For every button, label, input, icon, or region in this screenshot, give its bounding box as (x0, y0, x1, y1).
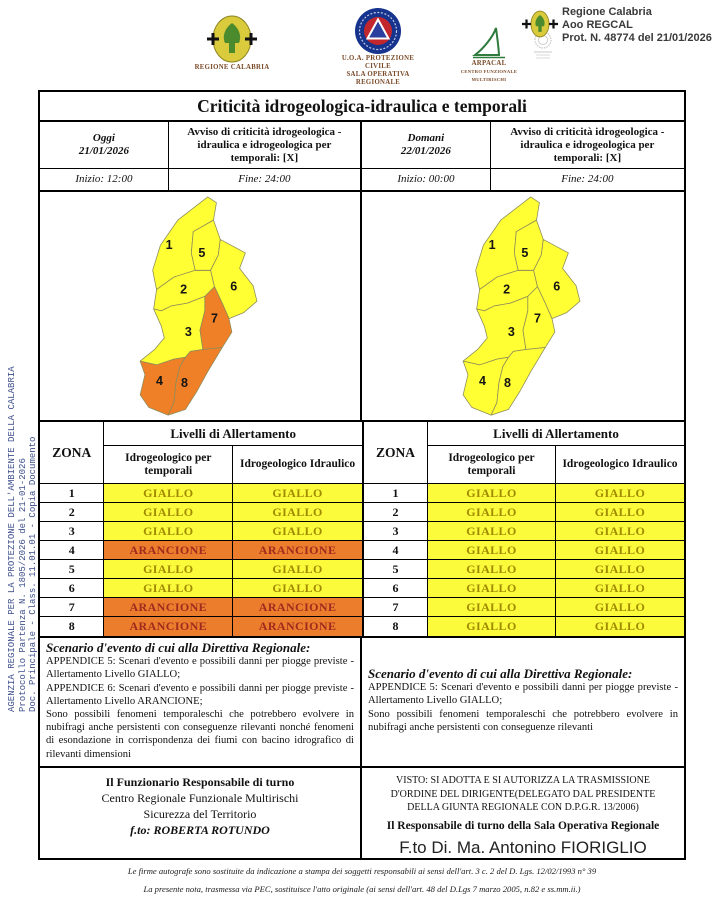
protocol-line3: Prot. N. 48774 del 21/01/2026 (562, 32, 712, 44)
arpacal-logo-icon (472, 26, 506, 60)
today-date: 21/01/2026 (78, 145, 129, 157)
map-zone-6-label: 6 (230, 279, 238, 294)
level-cell: GIALLO (556, 522, 684, 541)
map-zone-5-label: 5 (521, 245, 529, 260)
today-date-cell (40, 122, 169, 168)
map-zone-3-label: 3 (184, 324, 192, 339)
maps-row (40, 192, 684, 422)
today-avviso-cell: Avviso di criticità idrogeologica - idraulica e idrogeologica per temporali: [X] (169, 122, 362, 168)
protocol-line2: Aoo REGCAL (562, 19, 633, 31)
date-header-row (40, 122, 684, 169)
level-cell: GIALLO (556, 598, 684, 617)
tomorrow-fine: Fine: 24:00 (561, 173, 614, 185)
bulletin-table (38, 90, 686, 860)
today-label: Oggi (92, 132, 115, 144)
alert-levels-row (40, 422, 684, 638)
zone-number-cell: 5 (364, 560, 428, 579)
col-idraulico-header: Idrogeologico Idraulico (233, 446, 362, 484)
col-temporali-header: Idrogeologico per temporali (104, 446, 233, 484)
level-cell: GIALLO (556, 541, 684, 560)
level-cell: GIALLO (556, 560, 684, 579)
signature-name: f.to: ROBERTA ROTUNDO (130, 823, 270, 837)
zone-number-cell: 7 (40, 598, 104, 617)
level-cell: GIALLO (104, 503, 233, 522)
level-cell: ARANCIONE (104, 617, 233, 636)
level-cell: ARANCIONE (104, 598, 233, 617)
visto-text: VISTO: SI ADOTTA E SI AUTORIZZA LA TRASMISSIONE D'ORDINE DEL DIRIGENTE(DELEGATO DAL PRESIDENTE DELLA GIUNTA REGIONALE CON D.P.G.R. 13/2006) (390, 775, 656, 813)
map-zone-7-label: 7 (533, 311, 541, 326)
level-cell: GIALLO (104, 579, 233, 598)
col-idraulico-header: Idrogeologico Idraulico (556, 446, 684, 484)
map-zone-8-label: 8 (181, 376, 189, 391)
level-cell: GIALLO (428, 541, 556, 560)
map-zone-1-label: 1 (165, 238, 173, 253)
tomorrow-inizio: Inizio: 00:00 (362, 169, 491, 190)
level-cell: GIALLO (428, 522, 556, 541)
level-cell: GIALLO (556, 484, 684, 503)
tomorrow-levels-table (362, 422, 684, 636)
calabria-map-tomorrow (460, 195, 586, 419)
arpacal-logo-block (450, 26, 528, 84)
tomorrow-label: Domani (407, 132, 445, 144)
level-cell: GIALLO (233, 560, 362, 579)
level-cell: ARANCIONE (233, 617, 362, 636)
zona-header: ZONA (364, 422, 428, 484)
signature-role-title: Il Funzionario Responsabile di turno (105, 775, 295, 789)
protocol-block (562, 6, 712, 45)
protezione-civile-caption-1: U.O.A. PROTEZIONE CIVILE (341, 55, 415, 70)
protezione-civile-caption-2: SALA OPERATIVA REGIONALE (346, 71, 410, 86)
zone-number-cell: 1 (40, 484, 104, 503)
today-levels-table (40, 422, 362, 636)
scenario-paragraph: APPENDICE 5: Scenari d'evento e possibili danni per piogge previste - Allertamento Livello GIALLO; (46, 656, 354, 681)
map-zone-8-label: 8 (504, 376, 512, 391)
side-protocol-line2: Protocollo Partenza N. 1805/2026 del 21-01-2026 (17, 458, 28, 712)
level-cell: GIALLO (556, 503, 684, 522)
level-cell: GIALLO (556, 579, 684, 598)
livelli-header: Livelli di Allertamento (428, 422, 684, 446)
scenario-paragraph: Sono possibili fenomeni temporaleschi che potrebbero evolvere in nubifragi anche persistenti con conseguenze rilevanti nonché fenomeni di esondazione in corrispondenza dei fiumi con bacino idrografico di rilevanti dimensioni (46, 709, 354, 760)
today-scenario-cell (40, 638, 362, 766)
protezione-civile-logo-block (330, 7, 426, 87)
level-cell: ARANCIONE (233, 598, 362, 617)
zone-number-cell: 4 (364, 541, 428, 560)
map-zone-4-label: 4 (155, 374, 163, 389)
level-cell: GIALLO (428, 617, 556, 636)
signatures-row (40, 768, 684, 858)
footnote-line-1: Le firme autografe sono sostituite da indicazione a stampa dei soggetti responsabili ai sensi dell'art. 3 c. 2 del D. Lgs. 12/02/1993 n° 39 (127, 866, 597, 876)
today-inizio: Inizio: 12:00 (40, 169, 169, 190)
map-zone-2-label: 2 (180, 282, 188, 297)
regione-calabria-caption: REGIONE CALABRIA (194, 64, 270, 71)
zona-header: ZONA (40, 422, 104, 484)
scenario-heading: Scenario d'evento di cui alla Direttiva Regionale: (46, 640, 311, 655)
times-row (40, 169, 684, 192)
regione-calabria-logo-block (186, 14, 278, 72)
tomorrow-date-cell (362, 122, 491, 168)
arpacal-caption: ARPACAL (471, 60, 507, 67)
tomorrow-date: 22/01/2026 (400, 145, 451, 157)
zone-number-cell: 2 (364, 503, 428, 522)
level-cell: GIALLO (428, 503, 556, 522)
scenario-heading: Scenario d'evento di cui alla Direttiva Regionale: (368, 666, 633, 681)
regione-calabria-logo-icon (200, 14, 264, 64)
map-zone-2-label: 2 (503, 282, 511, 297)
level-cell: GIALLO (104, 484, 233, 503)
map-zone-6-label: 6 (553, 279, 561, 294)
zone-number-cell: 8 (40, 617, 104, 636)
arpacal-caption-2: CENTRO FUNZIONALE MULTIRISCHI (460, 69, 518, 82)
side-protocol-line3: Doc. Principale - Class. 11.01.01 - Copia Documento (28, 436, 38, 712)
zone-number-cell: 6 (40, 579, 104, 598)
zone-number-cell: 2 (40, 503, 104, 522)
zone-number-cell: 3 (364, 522, 428, 541)
footnote-line-2: La presente nota, trasmessa via PEC, sostituisce l'atto originale (ai sensi dell'art. 48 del D.Lgs 7 marzo 2005, n.82 e ss.mm.ii.) (143, 884, 581, 894)
level-cell: GIALLO (428, 579, 556, 598)
zone-number-cell: 3 (40, 522, 104, 541)
scenario-paragraph: APPENDICE 6: Scenari d'evento e possibili danni per piogge previste - Allertamento Livello ARANCIONE; (46, 682, 354, 707)
scenario-row (40, 638, 684, 768)
responsabile-role: Il Responsabile di turno della Sala Operativa Regionale (386, 819, 660, 832)
level-cell: GIALLO (428, 560, 556, 579)
level-cell: GIALLO (233, 522, 362, 541)
protocol-line1: Regione Calabria (562, 6, 652, 18)
regione-calabria-small-logo-icon (522, 4, 558, 44)
side-protocol-line1: AGENZIA REGIONALE PER LA PROTEZIONE DELL'AMBIENTE DELLA CALABRIA (7, 366, 17, 712)
level-cell: ARANCIONE (104, 541, 233, 560)
level-cell: ARANCIONE (233, 541, 362, 560)
level-cell: GIALLO (556, 617, 684, 636)
level-cell: GIALLO (428, 598, 556, 617)
col-temporali-header: Idrogeologico per temporali (428, 446, 556, 484)
level-cell: GIALLO (104, 522, 233, 541)
map-zone-7-label: 7 (210, 311, 218, 326)
level-cell: GIALLO (104, 560, 233, 579)
zone-number-cell: 8 (364, 617, 428, 636)
calabria-map-today (137, 195, 263, 419)
today-fine: Fine: 24:00 (169, 169, 362, 190)
map-zone-3-label: 3 (507, 324, 515, 339)
zone-number-cell: 4 (40, 541, 104, 560)
tomorrow-map-cell (362, 192, 684, 420)
protezione-civile-logo-icon (354, 7, 402, 55)
right-signature-cell (362, 768, 684, 858)
side-protocol-stamp (7, 256, 39, 712)
today-map-cell (40, 192, 362, 420)
zone-number-cell: 5 (40, 560, 104, 579)
map-zone-1-label: 1 (488, 238, 496, 253)
page-title: Criticità idrogeologica-idraulica e temporali (40, 92, 684, 122)
responsabile-name: F.to Di. Ma. Antonino FIORIGLIO (399, 837, 647, 857)
level-cell: GIALLO (233, 579, 362, 598)
zone-number-cell: 1 (364, 484, 428, 503)
scenario-paragraph: Sono possibili fenomeni temporaleschi che potrebbero evolvere in nubifragi anche persistenti con conseguenze rilevanti (368, 708, 678, 733)
livelli-header: Livelli di Allertamento (104, 422, 362, 446)
scenario-paragraph: APPENDICE 5: Scenari d'evento e possibili danni per piogge previste - Allertamento Livello GIALLO; (368, 682, 678, 707)
map-zone-5-label: 5 (198, 245, 206, 260)
level-cell: GIALLO (428, 484, 556, 503)
signature-office-1: Centro Regionale Funzionale Multirischi (101, 791, 299, 805)
map-zone-4-label: 4 (478, 374, 486, 389)
tomorrow-avviso-cell: Avviso di criticità idrogeologica - idraulica e idrogeologica per temporali: [X] (510, 125, 665, 164)
zone-number-cell: 7 (364, 598, 428, 617)
level-cell: GIALLO (233, 503, 362, 522)
signature-office-2: Sicurezza del Territorio (143, 807, 257, 821)
zone-number-cell: 6 (364, 579, 428, 598)
tomorrow-scenario-cell (362, 638, 684, 766)
level-cell: GIALLO (233, 484, 362, 503)
left-signature-cell (40, 768, 362, 858)
